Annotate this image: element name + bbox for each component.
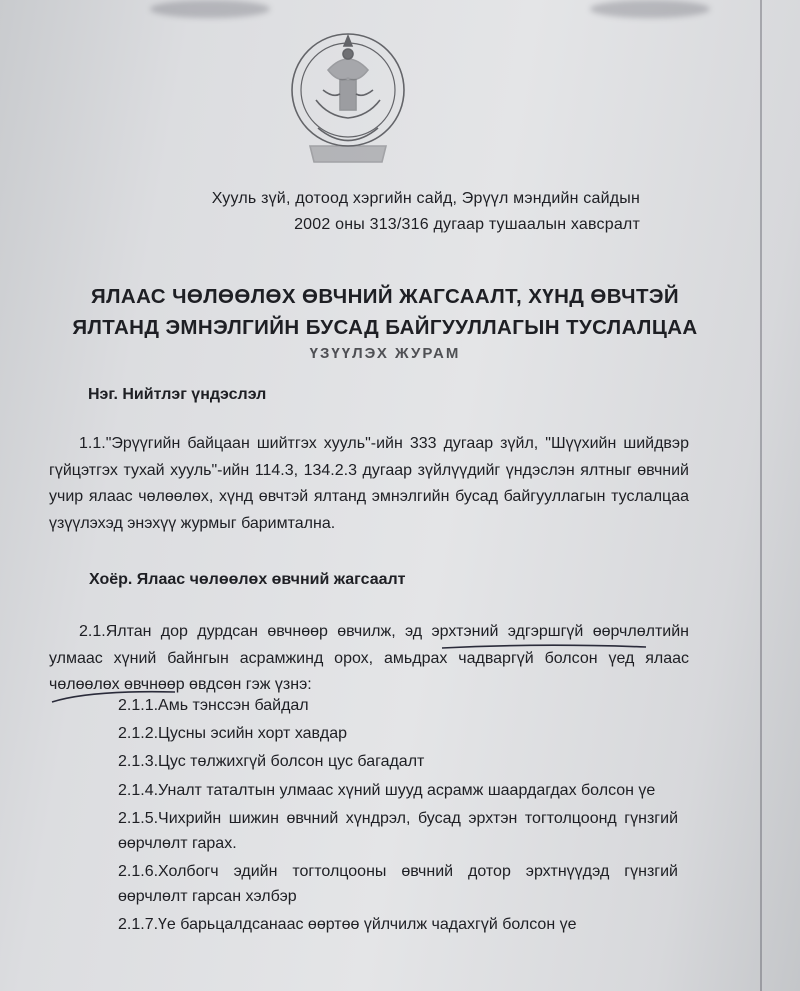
list-item: 2.1.4.Уналт таталтын улмаас хүний шууд асрамж шаардагдах болсон үе [118, 781, 656, 799]
list-item: 2.1.1.Амь тэнссэн байдал [118, 697, 309, 714]
approval-line: 2002 оны 313/316 дугаар тушаалын хавсралт [294, 216, 640, 233]
list-item: 2.1.3.Цус төлжихгүй болсон цус багадалт [118, 753, 425, 771]
handwritten-underline [440, 640, 650, 654]
section-paragraph [49, 431, 689, 537]
list-item: 2.1.6.Холбогч эдийн тогтолцооны өвчний дотор эрхтнүүдэд гүнзгий өөрчлөлт гарсан хэлбэр [118, 862, 678, 905]
list-item: 2.1.5.Чихрийн шижин өвчний хүндрэл, бусад эрхтэн тогтолцоонд гүнзгий өөрчлөлт гарах. [118, 809, 678, 852]
title-line: ЯЛТАНД ЭМНЭЛГИЙН БУСАД БАЙГУУЛЛАГЫН ТУСЛАЛЦАА [72, 316, 698, 339]
list-item: 2.1.2.Цусны эсийн хорт хавдар [118, 725, 347, 743]
state-emblem-icon [288, 28, 408, 178]
title-line: ҮЗҮҮЛЭХ ЖУРАМ [309, 345, 461, 362]
paragraph-text: 1.1."Эрүүгийн байцаан шийтгэх хууль"-ийн 333 дугаар зүйл, "Шүүхийн шийдвэр гүйцэтгэх тухай хууль"-ийн 114.3, 134.2.3 дугаар зүйлүүдийг үндэслэн ялтныг өвчний учир ялаас чөлөөлөх, хүнд өвчтэй ялтанд эмнэлгийн бусад байгууллагын туслалцаа үзүүлэхэд энэхүү журмыг баримтална. [49, 435, 689, 532]
disease-list [118, 693, 678, 940]
edge-smudge [150, 0, 270, 18]
section-heading: Нэг. Нийтлэг үндэслэл [88, 386, 267, 403]
list-item: 2.1.7.Үе барьцалдсанаас өөртөө үйлчилж чадахгүй болсон үе [118, 916, 577, 934]
approval-note [130, 186, 640, 238]
edge-smudge [590, 0, 710, 18]
section-heading: Хоёр. Ялаас чөлөөлөх өвчний жагсаалт [89, 571, 406, 588]
page-fold [760, 0, 762, 991]
document-title [60, 281, 710, 365]
title-line: ЯЛААС ЧӨЛӨӨЛӨХ ӨВЧНИЙ ЖАГСААЛТ, ХҮНД ӨВЧТЭЙ [90, 285, 680, 308]
paragraph-text: 2.1.Ялтан дор дурдсан өвчнөөр өвчилж, эд эрхтэний эдгэршгүй өөрчлөлтийн улмаас хүний байнгын асрамжинд орох, амьдрах чадваргүй болсон үед ялаас чөлөөлөх өвчнөөр өвдсөн гэж үзнэ: [49, 623, 689, 693]
approval-line: Хууль зүй, дотоод хэргийн сайд, Эрүүл мэндийн сайдын [211, 190, 640, 207]
